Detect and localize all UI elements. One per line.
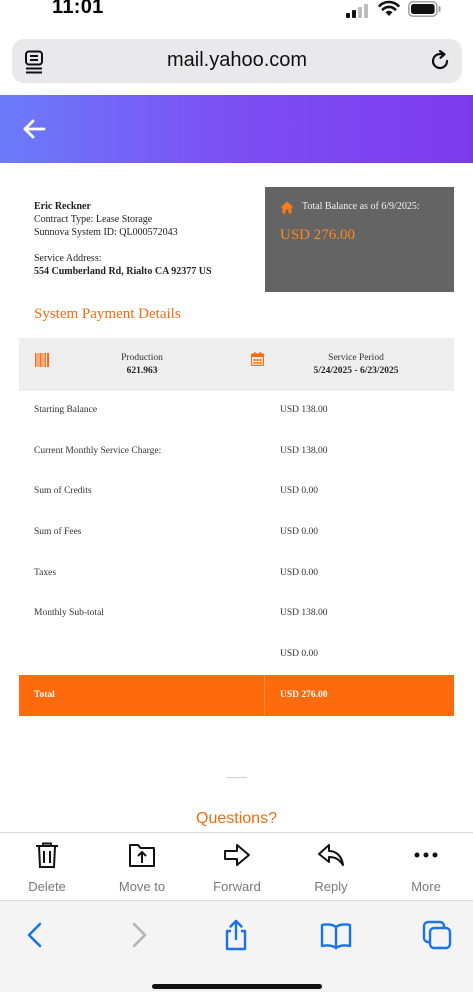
service-period-value: 5/24/2025 - 6/23/2025: [313, 366, 399, 376]
payment-row: [34, 568, 454, 584]
reply-button[interactable]: [291, 841, 371, 894]
status-time: 11:01: [52, 0, 104, 18]
status-bar: [0, 0, 473, 30]
payment-row-amount: USD 138.00: [280, 446, 328, 456]
forward-label: Forward: [213, 879, 261, 894]
balance-amount: USD 276.00: [280, 227, 356, 243]
payment-row-label: Taxes: [34, 568, 57, 578]
payment-row-amount: USD 0.00: [280, 486, 319, 496]
payment-row-label: Sum of Fees: [34, 527, 82, 537]
home-icon: [280, 201, 294, 214]
total-amount: USD 276.00: [280, 690, 328, 700]
mail-action-toolbar: [0, 832, 473, 900]
move-to-label: Move to: [118, 879, 166, 894]
payment-row: [34, 446, 454, 462]
payment-row-amount: USD 138.00: [280, 405, 328, 415]
payment-row-label: Current Monthly Service Charge:: [34, 446, 162, 456]
payment-row-amount: USD 0.00: [280, 649, 319, 659]
production-value: 621.963: [126, 366, 158, 376]
tabs-icon[interactable]: [421, 919, 453, 951]
move-to-button[interactable]: [102, 841, 182, 894]
address-bar[interactable]: [12, 39, 462, 83]
production-label: Production: [121, 353, 163, 363]
total-label: Total: [34, 690, 55, 700]
url-text[interactable]: mail.yahoo.com: [166, 49, 308, 71]
browser-toolbar: [0, 900, 473, 992]
service-address: 554 Cumberland Rd, Rialto CA 92377 US: [34, 266, 212, 277]
reload-icon[interactable]: [428, 49, 452, 73]
browser-forward-icon[interactable]: [122, 919, 154, 951]
forward-button[interactable]: [197, 841, 277, 894]
more-button[interactable]: [386, 841, 466, 894]
account-info: [34, 200, 212, 278]
total-balance-box: [265, 187, 454, 292]
questions-heading: Questions?: [196, 810, 277, 827]
payment-row-amount: USD 138.00: [280, 608, 328, 618]
signal-icon: [346, 4, 370, 18]
payment-row: [34, 405, 454, 421]
service-address-label: Service Address:: [34, 253, 102, 264]
barcode-icon: [35, 353, 49, 367]
wifi-icon: [378, 0, 400, 17]
production-summary: [19, 338, 454, 391]
payment-row: [34, 486, 454, 502]
delete-button[interactable]: [7, 841, 87, 894]
payment-row-label: Sum of Credits: [34, 486, 92, 496]
share-icon[interactable]: [220, 919, 252, 951]
service-period-column: [295, 352, 417, 378]
bookmarks-icon[interactable]: [320, 919, 352, 951]
customer-name: Eric Reckner: [34, 201, 91, 212]
payment-row: [34, 649, 454, 665]
home-indicator: [152, 984, 322, 989]
service-period-label: Service Period: [328, 353, 384, 363]
payment-row-label: Monthly Sub-total: [34, 608, 104, 618]
system-id: Sunnova System ID: QL000572043: [34, 227, 178, 238]
move-folder-icon: [128, 841, 156, 869]
more-dots-icon: [412, 841, 440, 869]
total-bar: [19, 675, 454, 716]
more-label: More: [411, 879, 441, 894]
payment-row-amount: USD 0.00: [280, 568, 319, 578]
reply-label: Reply: [314, 879, 348, 894]
contract-type: Contract Type: Lease Storage: [34, 214, 153, 225]
trash-icon: [33, 841, 61, 869]
payment-row-amount: USD 0.00: [280, 527, 319, 537]
payment-row: [34, 527, 454, 543]
section-title: System Payment Details: [34, 306, 181, 322]
email-header: [0, 95, 473, 163]
balance-label: Total Balance as of 6/9/2025:: [302, 201, 420, 212]
back-arrow-icon[interactable]: [22, 117, 48, 141]
delete-label: Delete: [28, 879, 66, 894]
divider: [227, 777, 247, 778]
reply-arrow-icon: [317, 841, 345, 869]
payment-row-label: Starting Balance: [34, 405, 98, 415]
forward-arrow-icon: [223, 841, 251, 869]
browser-back-icon[interactable]: [20, 919, 52, 951]
total-divider: [264, 675, 265, 716]
payment-row: [34, 608, 454, 624]
production-column: [99, 352, 185, 378]
calendar-icon: [251, 352, 264, 366]
battery-icon: [408, 1, 441, 17]
